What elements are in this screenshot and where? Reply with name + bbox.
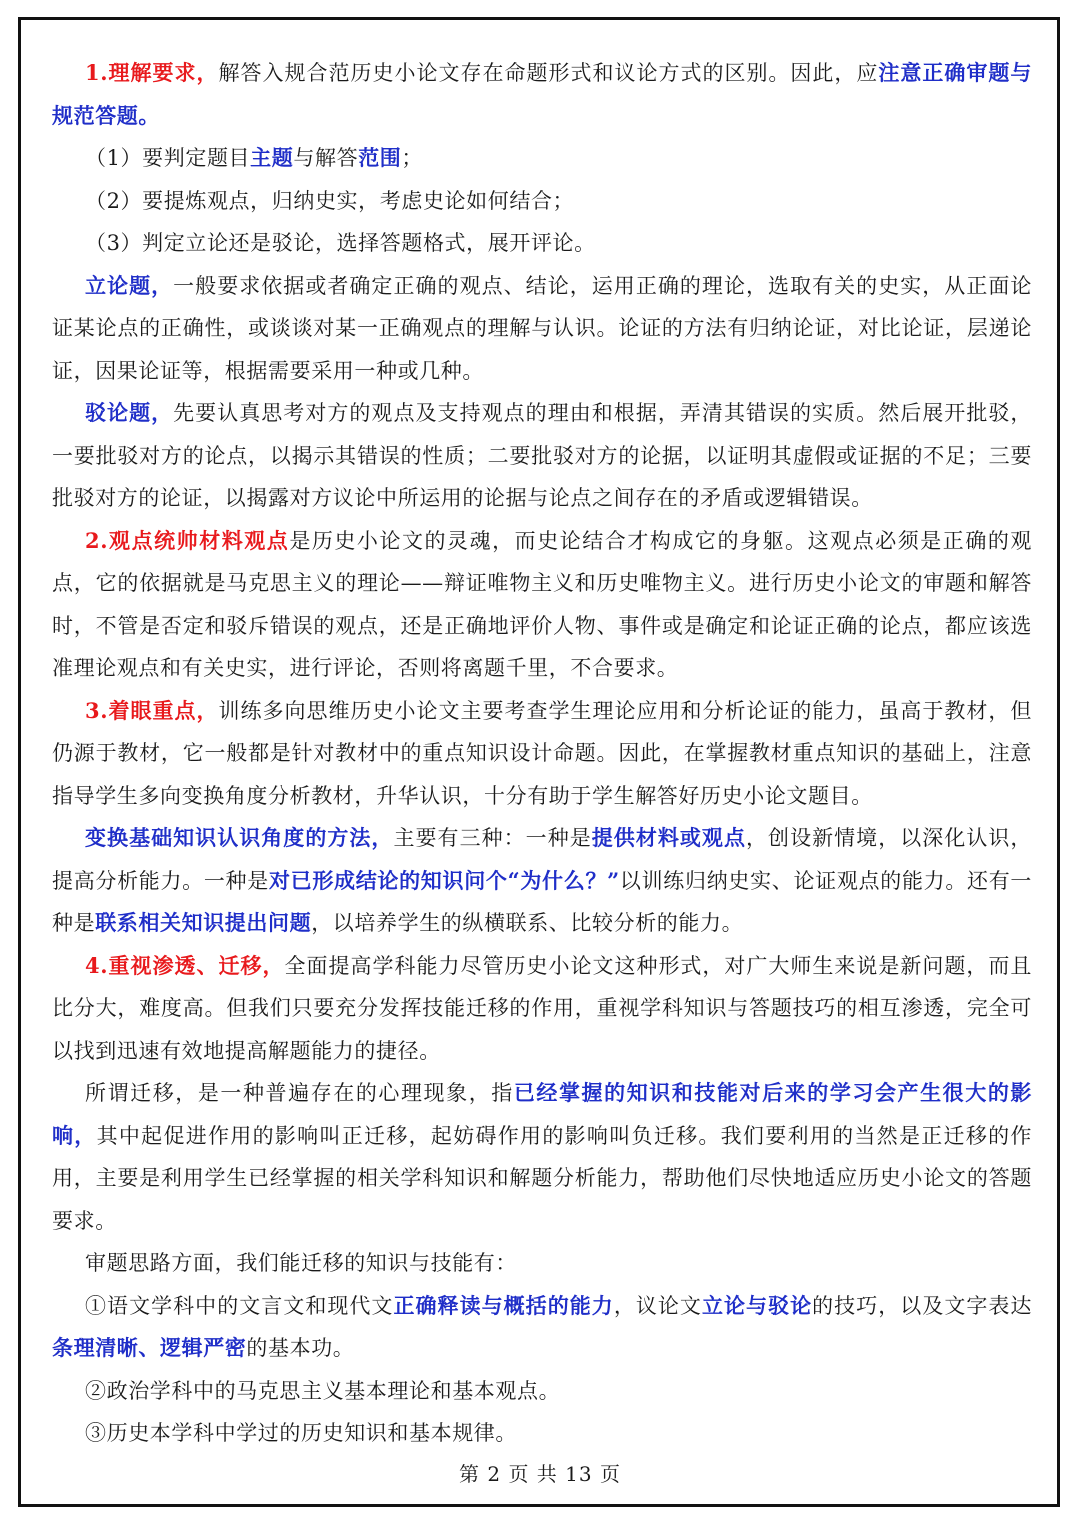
method-text-2: ，创设新情境，以深化认识，提高分析能力。一种是 (52, 826, 1032, 893)
section-3-heading: 3.着眼重点， (85, 697, 219, 723)
transfer-text-2: 其中起促进作用的影响叫正迁移，起妨碍作用的影响叫负迁移。我们要利用的当然是正迁移的作用，主要是利用学生已经掌握的相关学科知识和解题分析能力，帮助他们尽快地适应历史小论文的答题要求。 (52, 1123, 1032, 1233)
lilun-text: 一般要求依据或者确定正确的观点、结论，运用正确的理论，选取有关的史实，从正面论证某论点的正确性，或谈谈对某一正确观点的理解与认识。论证的方法有归纳论证，对比论证，层递论证，因果论证等，根据需要采用一种或几种。 (52, 273, 1032, 383)
method-text-3: 以训练归纳史实、论证观点的能力。还有一种是 (52, 868, 1033, 935)
method-emphasis-2: 对已形成结论的知识问个“为什么？” (268, 867, 620, 893)
section-1-text: 解答入规合范历史小论文存在命题形式和议论方式的区别。因此，应 (218, 61, 879, 85)
bolun-text: 先要认真思考对方的观点及支持观点的理由和根据，弄清其错误的实质。然后展开批驳，一要批驳对方的论点，以揭示其错误的性质；二要批驳对方的论据，以证明其虚假或证据的不足；三要批驳对方的论证，以揭露对方议论中所运用的论据与论点之间存在的矛盾或逻辑错误。 (52, 401, 1032, 510)
section-4-text: 全面提高学科能力尽管历史小论文这种形式，对广大师生来说是新问题，而且比分大，难度高。但我们只要充分发挥技能迁移的作用，重视学科知识与答题技巧的相互渗透，完全可以找到迅速有效地提高解题能力的捷径。 (52, 953, 1032, 1063)
method-label: 变换基础知识认识角度的方法， (85, 825, 394, 850)
section-3-text: 训练多向思维历史小论文主要考查学生理论应用和分析论证的能力，虽高于教材，但仍源于教材，它一般都是针对教材中的重点知识设计命题。因此，在掌握教材重点知识的基础上，注意指导学生多向变换角度分析教材，升华认识，十分有助于学生解答好历史小论文题目。 (52, 698, 1033, 808)
list-item-1-emphasis-topic: 主题 (250, 145, 294, 170)
skill-item-2: ②政治学科中的马克思主义基本理论和基本观点。 (85, 1378, 561, 1403)
section-1-paragraph (52, 52, 1032, 137)
method-emphasis-1: 提供材料或观点 (591, 825, 746, 850)
transfer-emphasis: 已经掌握的知识和技能对后来的学习会产生很大的影响， (52, 1080, 1032, 1148)
lilun-label: 立论题， (85, 272, 174, 298)
transfer-text-1: 所谓迁移，是一种普遍存在的心理现象，指 (85, 1081, 514, 1105)
list-item-1-emphasis-scope: 范围 (358, 145, 402, 170)
list-item-1-text-b: 与解答 (293, 146, 359, 170)
bolun-paragraph (52, 392, 1032, 520)
method-emphasis-3: 联系相关知识提出问题 (95, 910, 312, 935)
section-4-heading: 4.重视渗透、迁移， (85, 952, 285, 978)
skill-item-3: ③历史本学科中学过的历史知识和基本规律。 (85, 1421, 517, 1445)
skills-intro: 审题思路方面，我们能迁移的知识与技能有： (85, 1251, 517, 1275)
lilun-paragraph (52, 265, 1032, 393)
method-text-1: 主要有三种：一种是 (393, 826, 592, 850)
method-text-4: ，以培养学生的纵横联系、比较分析的能力。 (311, 911, 744, 935)
section-2-paragraph (52, 520, 1032, 690)
bolun-label: 驳论题， (85, 400, 174, 425)
skill-item-1 (52, 1285, 1032, 1370)
list-item-1-text-c: ； (401, 146, 423, 170)
list-item-1 (52, 137, 1032, 180)
section-4-paragraph (52, 945, 1032, 1073)
skill-1-emphasis-b: 立论与驳论 (701, 1292, 813, 1318)
page-number: 第 2 页 共 13 页 (459, 1462, 621, 1486)
section-3-paragraph (52, 690, 1032, 818)
skill-1-text-d: 的基本功。 (246, 1336, 355, 1360)
skill-1-text-c: 的技巧，以及文字表达 (812, 1293, 1033, 1318)
section-2-text: 是历史小论文的灵魂，而史论结合才构成它的身躯。这观点必须是正确的观点，它的依据就是马克思主义的理论——辩证唯物主义和历史唯物主义。进行历史小论文的审题和解答时，不管是否定和驳斥错误的观点，还是正确地评价人物、事件或是确定和论证正确的论点，都应该选准理论观点和有关史实，进行评论，否则将离题千里，不合要求。 (52, 528, 1032, 680)
document-body (52, 52, 1032, 1455)
skill-1-emphasis-a: 正确释读与概括的能力 (393, 1292, 614, 1318)
skill-1-text-b: ，议论文 (613, 1293, 702, 1318)
list-item-2: （2）要提炼观点，归纳史实，考虑史论如何结合； (85, 188, 575, 213)
skill-1-text-a: ①语文学科中的文言文和现代文 (85, 1293, 394, 1318)
list-item-3: （3）判定立论还是驳论，选择答题格式，展开评论。 (85, 231, 596, 255)
list-item-1-text-a: （1）要判定题目 (85, 146, 251, 170)
method-paragraph (52, 817, 1032, 945)
section-1-heading: 1.理解要求， (85, 60, 219, 85)
transfer-paragraph (52, 1072, 1032, 1242)
section-2-heading: 2.观点统帅材料观点 (85, 527, 290, 553)
skill-1-emphasis-c: 条理清晰、逻辑严密 (52, 1335, 247, 1360)
section-1-emphasis: 注意正确审题与规范答题。 (52, 60, 1033, 128)
